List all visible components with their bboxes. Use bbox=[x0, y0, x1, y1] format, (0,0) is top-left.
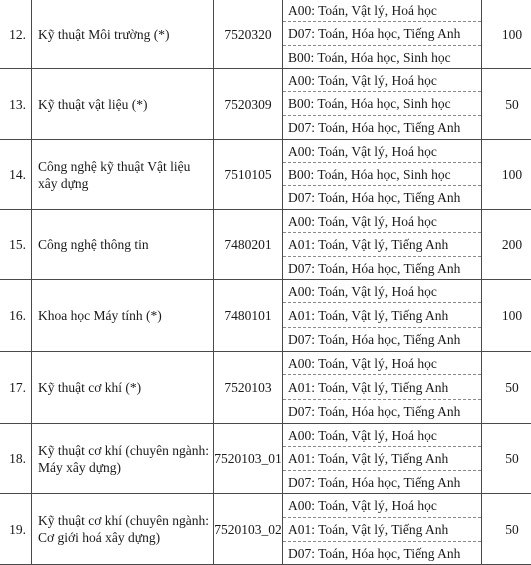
subject-combination: A00: Toán, Vật lý, Hoá học bbox=[283, 352, 482, 375]
program-quota: 50 bbox=[482, 352, 531, 424]
program-quota: 50 bbox=[482, 69, 531, 140]
subject-combination: D07: Toán, Hóa học, Tiếng Anh bbox=[283, 116, 482, 140]
table-row bbox=[0, 69, 531, 92]
program-number: 16. bbox=[0, 280, 32, 352]
subject-combination: A01: Toán, Vật lý, Tiếng Anh bbox=[283, 447, 482, 471]
program-quota: 50 bbox=[482, 424, 531, 494]
program-code: 7480201 bbox=[214, 210, 283, 280]
program-name: Kỹ thuật vật liệu (*) bbox=[32, 69, 214, 140]
program-quota: 100 bbox=[482, 280, 531, 352]
subject-combination: A00: Toán, Vật lý, Hoá học bbox=[283, 210, 482, 233]
program-number: 13. bbox=[0, 69, 32, 140]
subject-combination: D07: Toán, Hóa học, Tiếng Anh bbox=[283, 22, 482, 46]
subject-combination: D07: Toán, Hóa học, Tiếng Anh bbox=[283, 471, 482, 494]
program-code: 7480101 bbox=[214, 280, 283, 352]
table-row bbox=[0, 280, 531, 303]
subject-combination: D07: Toán, Hóa học, Tiếng Anh bbox=[283, 542, 482, 565]
program-code: 7520103_01 bbox=[214, 424, 283, 494]
program-number: 15. bbox=[0, 210, 32, 280]
program-code: 7520103_02 bbox=[214, 494, 283, 565]
subject-combination: B00: Toán, Hóa học, Sinh học bbox=[283, 163, 482, 186]
subject-combination: A01: Toán, Vật lý, Tiếng Anh bbox=[283, 303, 482, 328]
program-code: 7520320 bbox=[214, 0, 283, 69]
subject-combination: D07: Toán, Hóa học, Tiếng Anh bbox=[283, 257, 482, 280]
program-number: 14. bbox=[0, 140, 32, 210]
table-row bbox=[0, 210, 531, 233]
program-name: Khoa học Máy tính (*) bbox=[32, 280, 214, 352]
program-quota: 100 bbox=[482, 0, 531, 69]
program-number: 12. bbox=[0, 0, 32, 69]
table-row bbox=[0, 352, 531, 375]
program-name: Công nghệ thông tin bbox=[32, 210, 214, 280]
subject-combination: A00: Toán, Vật lý, Hoá học bbox=[283, 69, 482, 92]
table-row bbox=[0, 424, 531, 447]
program-code: 7510105 bbox=[214, 140, 283, 210]
subject-combination: A00: Toán, Vật lý, Hoá học bbox=[283, 140, 482, 163]
subject-combination: A01: Toán, Vật lý, Tiếng Anh bbox=[283, 375, 482, 400]
program-quota: 100 bbox=[482, 140, 531, 210]
program-quota: 50 bbox=[482, 494, 531, 565]
program-name: Kỹ thuật Môi trường (*) bbox=[32, 0, 214, 69]
program-quota: 200 bbox=[482, 210, 531, 280]
subject-combination: D07: Toán, Hóa học, Tiếng Anh bbox=[283, 400, 482, 424]
program-name: Kỹ thuật cơ khí (chuyên ngành: Máy xây dựng) bbox=[32, 424, 214, 494]
program-number: 17. bbox=[0, 352, 32, 424]
subject-combination: D07: Toán, Hóa học, Tiếng Anh bbox=[283, 328, 482, 352]
subject-combination: A01: Toán, Vật lý, Tiếng Anh bbox=[283, 233, 482, 257]
program-code: 7520309 bbox=[214, 69, 283, 140]
program-code: 7520103 bbox=[214, 352, 283, 424]
subject-combination: B00: Toán, Hóa học, Sinh học bbox=[283, 92, 482, 116]
subject-combination: A00: Toán, Vật lý, Hoá học bbox=[283, 0, 482, 22]
program-name: Kỹ thuật cơ khí (chuyên ngành: Cơ giới hoá xây dựng) bbox=[32, 494, 214, 565]
program-name: Công nghệ kỹ thuật Vật liệu xây dựng bbox=[32, 140, 214, 210]
subject-combination: D07: Toán, Hóa học, Tiếng Anh bbox=[283, 186, 482, 210]
program-number: 18. bbox=[0, 424, 32, 494]
subject-combination: B00: Toán, Hóa học, Sinh học bbox=[283, 46, 482, 69]
table-row bbox=[0, 494, 531, 518]
program-number: 19. bbox=[0, 494, 32, 565]
subject-combination: A01: Toán, Vật lý, Tiếng Anh bbox=[283, 518, 482, 542]
subject-combination: A00: Toán, Vật lý, Hoá học bbox=[283, 424, 482, 447]
program-name: Kỹ thuật cơ khí (*) bbox=[32, 352, 214, 424]
table-row bbox=[0, 0, 531, 22]
subject-combination: A00: Toán, Vật lý, Hoá học bbox=[283, 494, 482, 518]
subject-combination: A00: Toán, Vật lý, Hoá học bbox=[283, 280, 482, 303]
table-row bbox=[0, 140, 531, 163]
